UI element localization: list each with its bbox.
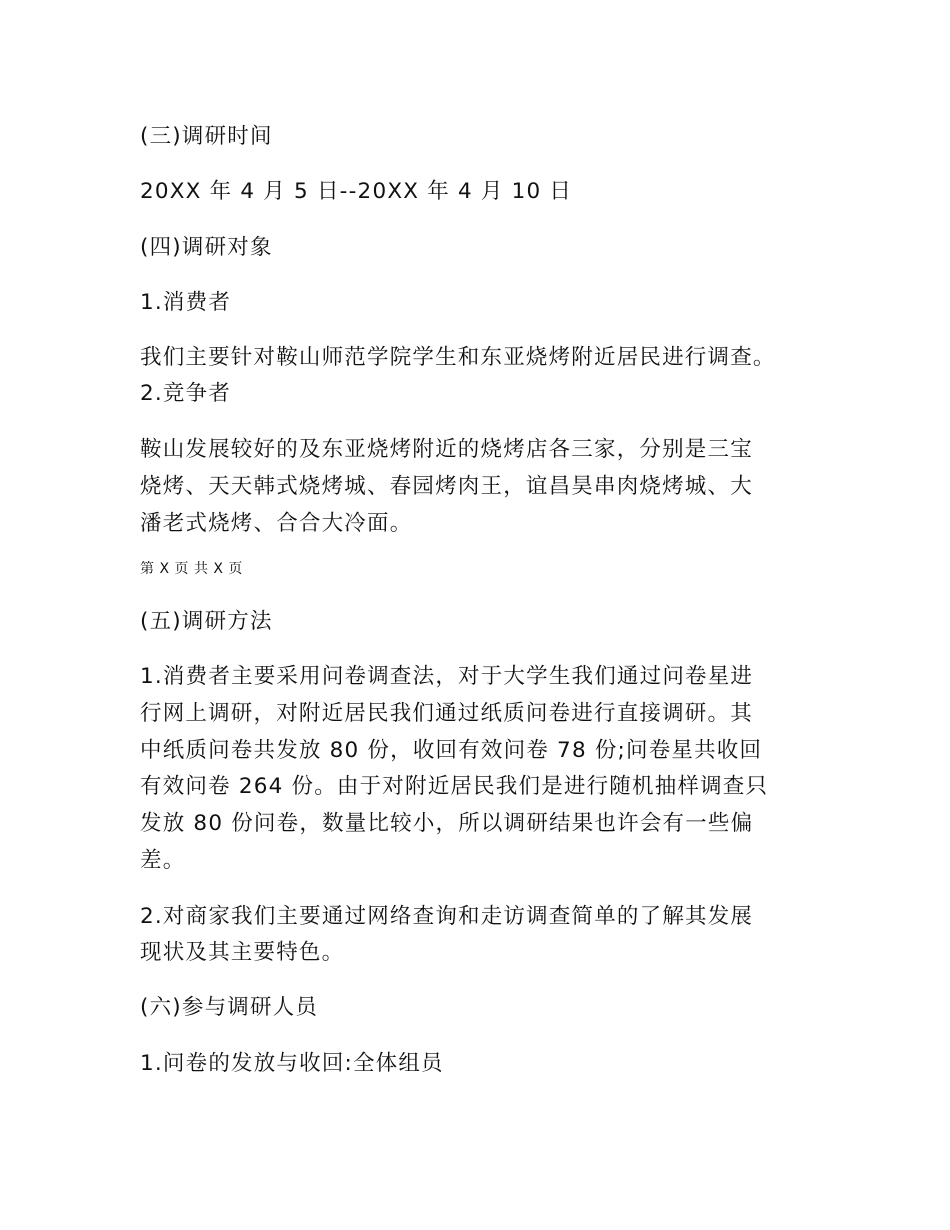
- section-heading-research-method: (五)调研方法: [140, 609, 273, 634]
- section-heading-research-subjects: (四)调研对象: [140, 235, 273, 260]
- method-paragraph-line: 中纸质问卷共发放 80 份，收回有效问卷 78 份;问卷星共收回: [140, 738, 763, 763]
- method-paragraph-line: 有效问卷 264 份。由于对附近居民我们是进行随机抽样调查只: [140, 774, 769, 799]
- subject-item-consumers: 1.消费者: [140, 290, 232, 315]
- merchant-method-paragraph-line: 现状及其主要特色。: [140, 940, 345, 965]
- research-dates: 20XX 年 4 月 5 日--20XX 年 4 月 10 日: [140, 179, 573, 204]
- subject-item-competitors: 2.竞争者: [140, 381, 232, 406]
- method-paragraph-line: 行网上调研，对附近居民我们通过纸质问卷进行直接调研。其: [140, 701, 753, 726]
- section-heading-research-time: (三)调研时间: [140, 124, 273, 149]
- method-paragraph-line: 发放 80 份问卷，数量比较小，所以调研结果也许会有一些偏: [140, 811, 754, 836]
- competitors-paragraph-line: 烧烤、天天韩式烧烤城、春园烤肉王，谊昌昊串肉烧烤城、大: [140, 474, 753, 499]
- method-paragraph-line: 1.消费者主要采用问卷调查法，对于大学生我们通过问卷星进: [140, 664, 754, 689]
- competitors-paragraph-line: 潘老式烧烤、合合大冷面。: [140, 511, 413, 536]
- merchant-method-paragraph-line: 2.对商家我们主要通过网络查询和走访调查简单的了解其发展: [140, 904, 754, 929]
- consumers-paragraph: 我们主要针对鞍山师范学院学生和东亚烧烤附近居民进行调查。: [140, 345, 776, 370]
- section-heading-participants: (六)参与调研人员: [140, 995, 319, 1020]
- participants-item: 1.问卷的发放与收回:全体组员: [140, 1051, 444, 1076]
- page-footer: 第 X 页 共 X 页: [140, 561, 243, 577]
- method-paragraph-line: 差。: [140, 848, 186, 873]
- competitors-paragraph-line: 鞍山发展较好的及东亚烧烤附近的烧烤店各三家，分别是三宝: [140, 437, 753, 462]
